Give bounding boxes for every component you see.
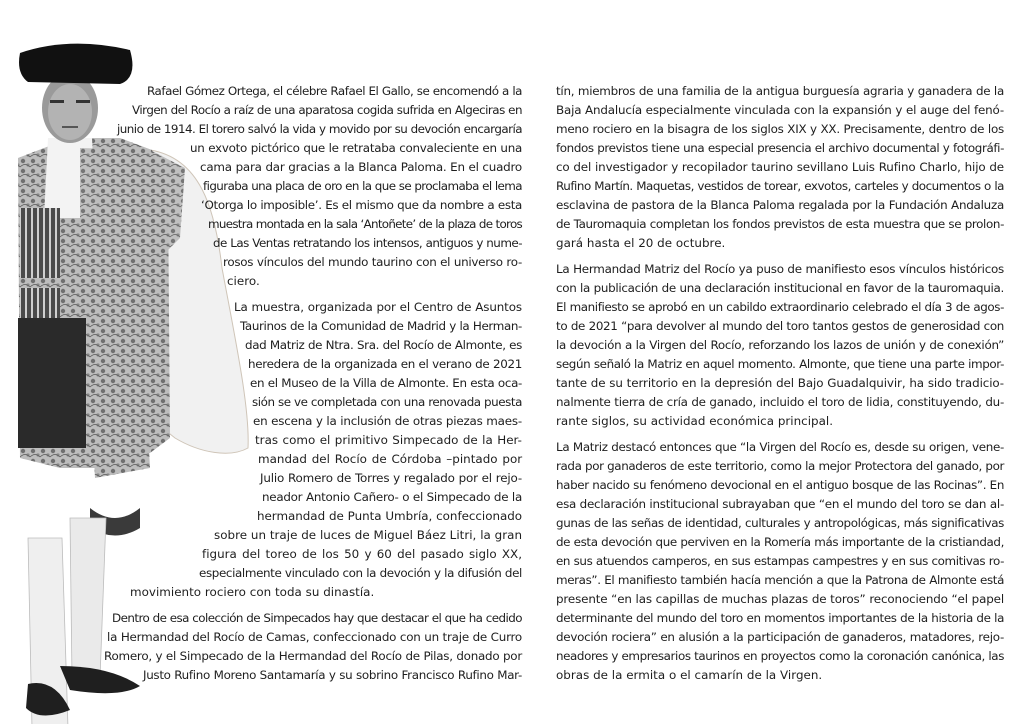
text-line: Rafael Gómez Ortega, el célebre Rafael El Gallo, se encomendó a la — [147, 84, 522, 98]
text-line: nalmente tierra de cría de ganado, incluido el toro de lidia, constituyendo, du- — [556, 395, 1004, 409]
text-line: fondos previstos tiene una especial presencia el archivo documental y fotográfi- — [556, 141, 1004, 155]
text-line: Dentro de esa colección de Simpecados hay que destacar el que ha cedido — [112, 611, 522, 625]
text-line: movimiento rociero con toda su dinastía. — [130, 585, 375, 599]
text-line: neadores y empresarios taurinos en proyectos como la coronación canónica, las — [556, 649, 1004, 663]
text-line: gunas de las señas de identidad, culturales y antropológicas, más significativas — [556, 516, 1004, 530]
text-line: Romero, y el Simpecado de la Hermandad del Rocío de Pilas, donado por — [104, 649, 522, 663]
text-line: sobre un traje de luces de Miguel Báez Litri, la gran — [214, 528, 522, 542]
text-line: de esta devoción que perviven en la Romería más importante de la cristiandad, — [556, 535, 1004, 549]
text-line: sión se ve completada con una renovada puesta — [252, 395, 522, 409]
text-line: Taurinos de la Comunidad de Madrid y la Herman- — [240, 319, 522, 333]
text-line: la Hermandad del Rocío de Camas, confeccionado con un traje de Curro — [107, 630, 522, 644]
text-line: heredera de la organizada en el verano de 2021 — [248, 357, 522, 371]
text-line: devoción rociera” en alusión a la participación de ganaderos, matadores, rejo- — [556, 630, 1004, 644]
text-line: rada por ganaderos de este territorio, como la mejor Protectora del ganado, por — [556, 459, 1004, 473]
text-line: un exvoto pictórico que le retrataba convaleciente en una — [190, 141, 522, 155]
text-line: neador Antonio Cañero- o el Simpecado de la — [262, 490, 522, 504]
text-line: co del investigador y recopilador taurino sevillano Luis Rufino Charlo, hijo de — [556, 160, 1004, 174]
text-line: figuraba una placa de oro en la que se proclamaba el lema — [203, 179, 522, 193]
text-line: de Tauromaquia completan los fondos previstos de esta muestra que se prolon- — [556, 217, 1004, 231]
text-line: junio de 1914. El torero salvó la vida y movido por su devoción encargaría — [117, 122, 522, 136]
text-line: tras como el primitivo Simpecado de la Her- — [255, 433, 522, 447]
text-line: ciero. — [227, 274, 260, 288]
text-line: gará hasta el 20 de octubre. — [556, 236, 726, 250]
text-line: especialmente vinculado con la devoción y la difusión del — [199, 566, 522, 580]
text-line: Rufino Martín. Maquetas, vestidos de torear, exvotos, carteles y documentos o la — [556, 179, 1004, 193]
text-line: esa declaración institucional subrayaban que “en el mundo del toro se dan al- — [556, 497, 1004, 511]
text-line: La Hermandad Matriz del Rocío ya puso de manifiesto esos vínculos históricos — [556, 262, 1004, 276]
text-line: haber nacido su fenómeno devocional en el antiguo bosque de las Rocinas”. En — [556, 478, 1004, 492]
text-line: tante de su territorio en la depresión del Bajo Guadalquivir, ha sido tradicio- — [556, 376, 1004, 390]
text-line: rante siglos, su actividad económica principal. — [556, 414, 834, 428]
text-line: to de 2021 “para devolver al mundo del toro tantos gestos de generosidad con — [556, 319, 1004, 333]
text-line: esclavina de pastora de la Blanca Paloma regalada por la Fundación Andaluza — [556, 198, 1004, 212]
text-line: con la publicación de una declaración institucional en favor de la tauromaquia. — [556, 281, 1004, 295]
text-line: en sus atuendos camperos, en sus estampas campestres y en sus comitivas ro- — [556, 554, 1004, 568]
text-line: Baja Andalucía especialmente vinculada con la expansión y el auge del fenó- — [556, 103, 1004, 117]
text-line: presente “en las capillas de muchas plazas de toros” reconociendo “el papel — [556, 592, 1004, 606]
text-line: de Las Ventas retratando los intensos, antiguos y nume- — [213, 236, 522, 250]
text-line: mandad del Rocío de Córdoba –pintado por — [258, 452, 523, 466]
text-line: rosos vínculos del mundo taurino con el universo ro- — [223, 255, 522, 269]
text-line: meras”. El manifiesto también hacía mención a que la Patrona de Almonte está — [556, 573, 1004, 587]
text-line: muestra montada en la sala ‘Antoñete’ de la plaza de toros — [208, 217, 522, 231]
text-line: Julio Romero de Torres y regalado por el rejo- — [260, 471, 522, 485]
text-line: en el Museo de la Villa de Almonte. En esta oca- — [250, 376, 522, 390]
text-line: la devoción a la Virgen del Rocío, reforzando los lazos de unión y de conexión” — [556, 338, 1004, 352]
text-line: figura del toreo de los 50 y 60 del pasado siglo XX, — [202, 547, 522, 561]
text-line: Virgen del Rocío a raíz de una aparatosa cogida sufrida en Algeciras en — [132, 103, 522, 117]
text-line: hermandad de Punta Umbría, confeccionado — [257, 509, 522, 523]
text-line: obras de la ermita o el camarín de la Virgen. — [556, 668, 823, 682]
text-line: Justo Rufino Moreno Santamaría y su sobrino Francisco Rufino Mar- — [143, 668, 522, 682]
text-line: dad Matriz de Ntra. Sra. del Rocío de Almonte, es — [245, 338, 522, 352]
text-line: en escena y la inclusión de otras piezas maes- — [253, 414, 522, 428]
text-line: El manifiesto se aprobó en un cabildo extraordinario celebrado el día 3 de agos- — [556, 300, 1004, 314]
text-line: determinante del mundo del toro en momentos importantes de la historia de la — [556, 611, 1004, 625]
text-line: tín, miembros de una familia de la antigua burguesía agraria y ganadera de la — [556, 84, 1004, 98]
text-line: La Matriz destacó entonces que “la Virgen del Rocío es, desde su origen, vene- — [556, 440, 1004, 454]
text-line: según señaló la Matriz en aquel momento. Almonte, que tiene una parte impor- — [556, 357, 1004, 371]
text-line: cama para dar gracias a la Blanca Paloma. En el cuadro — [200, 160, 522, 174]
text-line: ‘Otorga lo imposible’. Es el mismo que da nombre a esta — [201, 198, 522, 212]
text-line: meno rociero en la bisagra de los siglos XIX y XX. Precisamente, dentro de los — [556, 122, 1004, 136]
text-line: La muestra, organizada por el Centro de Asuntos — [234, 300, 522, 314]
